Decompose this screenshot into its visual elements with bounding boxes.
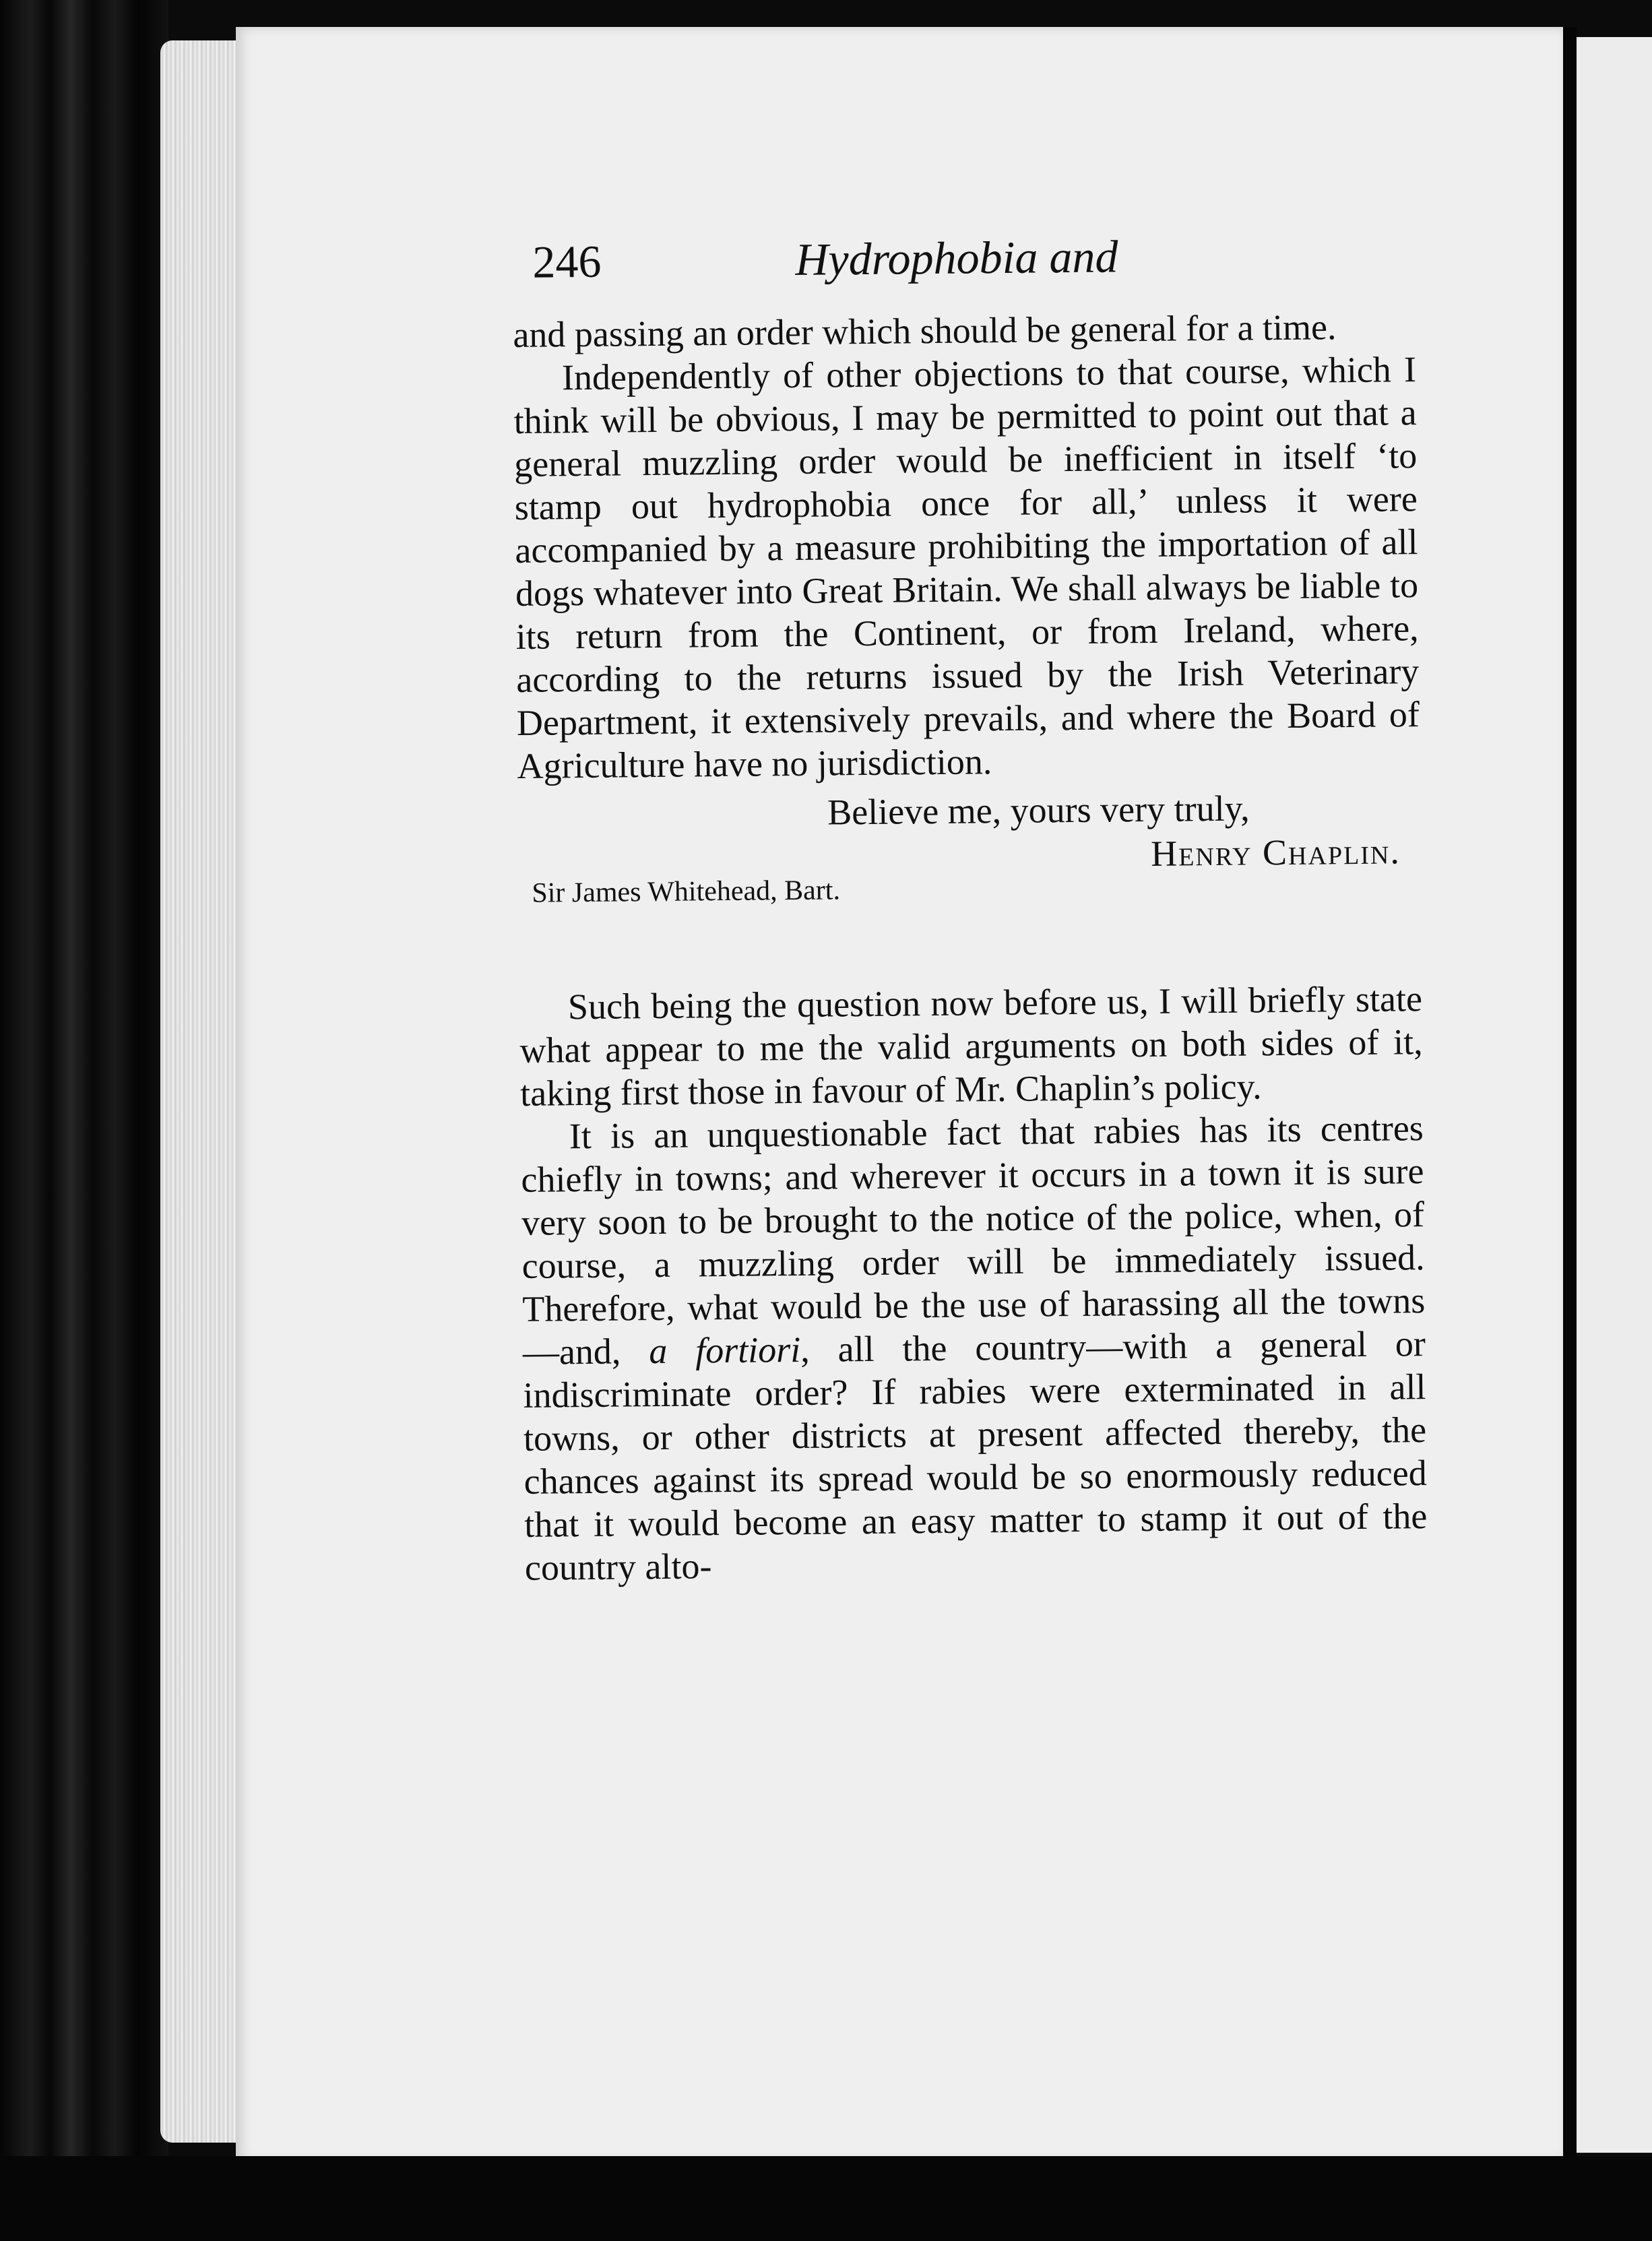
bottom-shadow <box>0 2156 1652 2241</box>
letter-paragraph: Independently of other objections to that course, which I think will be obvious, I may be permitted to point out that a general muzzling order would be inefficient in itself ‘to stamp out hydrophobia once for all,’ unless it were accompanied by a measure prohibiting the importation of all dogs whatever into Great Britain. We shall always be liable to its return from the Continent, or from Ireland, where, according to the returns issued by the Irish Veterinary Department, it extensively prevails, and where the Board of Agriculture have no jurisdiction. <box>513 349 1420 786</box>
running-title: Hydrophobia and <box>794 230 1118 285</box>
letter-addressee: Sir James Whitehead, Bart. <box>532 875 841 909</box>
letter-text <box>513 305 1420 788</box>
letter-closing <box>517 784 1422 925</box>
book-binding <box>0 0 168 2241</box>
body-paragraph-2-italic: a fortiori <box>648 1329 801 1372</box>
section-spacer <box>519 916 1422 986</box>
letter-valediction: Believe me, yours very truly, <box>827 788 1250 833</box>
body-paragraph-2-end: , all the country—with a general or indiscriminate order? If rabies were exterminated in all towns, or other districts at present affected thereby, the chances against its spread would be so enormously reduced that it would become an easy matter to stamp it out of the country alto- <box>523 1323 1428 1588</box>
letter-signature: Henry Chaplin. <box>1150 831 1401 874</box>
page-header <box>512 227 1416 313</box>
body-paragraph-1: Such being the question now before us, I will briefly state what appear to me the valid arguments on both sides of it, taking first those in favour of Mr. Chaplin’s policy. <box>519 978 1423 1114</box>
body-paragraph-2 <box>521 1106 1428 1589</box>
body-paragraph-2-start: It is an unquestionable fact that rabies has its centres chiefly in towns; and wherever it occurs in a town it is sure very soon to be brought to the notice of the police, when, of course, a muzzling order will be immediately issued. Therefore, what would be the use of harassing all the towns—and, <box>521 1108 1426 1372</box>
page-number: 246 <box>532 235 602 288</box>
page-gutter <box>1563 27 1577 2170</box>
facing-page-edge <box>1577 37 1652 2153</box>
body-text <box>519 977 1428 1589</box>
letter-opening-fragment: and passing an order which should be general for a time. <box>513 307 1337 355</box>
page-text-block <box>512 227 1428 1589</box>
signature-row <box>518 829 1422 925</box>
